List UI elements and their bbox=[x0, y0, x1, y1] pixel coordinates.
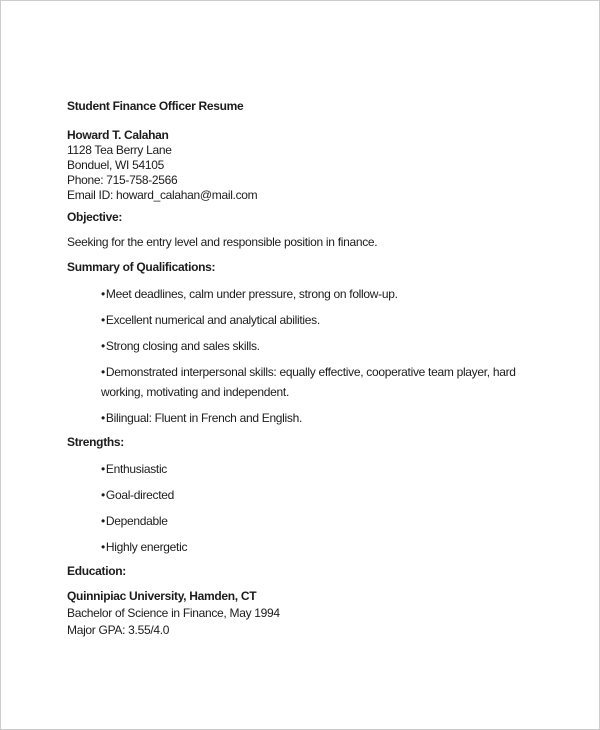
qualification-item bbox=[67, 284, 541, 304]
contact-address-line-2: Bonduel, WI 54105 bbox=[67, 158, 164, 172]
qualification-item-text: Excellent numerical and analytical abilities. bbox=[105, 313, 320, 327]
strength-item-text: Highly energetic bbox=[105, 540, 188, 554]
education-degree: Bachelor of Science in Finance, May 1994 bbox=[67, 606, 280, 620]
education-block bbox=[67, 588, 541, 639]
bullet-marker: • bbox=[101, 339, 105, 353]
bullet-marker: • bbox=[101, 365, 105, 379]
contact-address-line-1: 1128 Tea Berry Lane bbox=[67, 143, 172, 157]
qualification-item bbox=[67, 336, 541, 356]
education-school: Quinnipiac University, Hamden, CT bbox=[67, 589, 257, 603]
contact-block bbox=[67, 128, 541, 203]
document-title: Student Finance Officer Resume bbox=[67, 99, 244, 113]
qualification-item-text: Demonstrated interpersonal skills: equally effective, cooperative team player, hard working, motivating and independent. bbox=[101, 365, 516, 399]
bullet-marker: • bbox=[101, 411, 105, 425]
objective-text: Seeking for the entry level and responsible position in finance. bbox=[67, 235, 378, 249]
strength-item bbox=[67, 459, 541, 479]
contact-email: Email ID: howard_calahan@mail.com bbox=[67, 188, 258, 202]
strength-item-text: Dependable bbox=[105, 514, 168, 528]
section-heading-qualifications: Summary of Qualifications: bbox=[67, 260, 216, 274]
qualification-item-text: Strong closing and sales skills. bbox=[105, 339, 260, 353]
strength-item-text: Enthusiastic bbox=[105, 462, 168, 476]
section-heading-education: Education: bbox=[67, 564, 126, 578]
qualification-item-text: Meet deadlines, calm under pressure, strong on follow-up. bbox=[105, 287, 398, 301]
strength-item bbox=[67, 511, 541, 531]
bullet-marker: • bbox=[101, 287, 105, 301]
contact-name: Howard T. Calahan bbox=[67, 128, 169, 142]
section-heading-objective: Objective: bbox=[67, 210, 123, 224]
contact-phone: Phone: 715-758-2566 bbox=[67, 173, 178, 187]
bullet-marker: • bbox=[101, 540, 105, 554]
qualification-item bbox=[67, 310, 541, 330]
bullet-marker: • bbox=[101, 313, 105, 327]
education-gpa: Major GPA: 3.55/4.0 bbox=[67, 623, 170, 637]
qualification-item bbox=[67, 362, 541, 402]
section-heading-strengths: Strengths: bbox=[67, 435, 125, 449]
bullet-marker: • bbox=[101, 462, 105, 476]
bullet-marker: • bbox=[101, 488, 105, 502]
bullet-marker: • bbox=[101, 514, 105, 528]
strength-item bbox=[67, 537, 541, 557]
qualification-item bbox=[67, 408, 541, 428]
qualification-item-text: Bilingual: Fluent in French and English. bbox=[105, 411, 303, 425]
strength-item bbox=[67, 485, 541, 505]
strength-item-text: Goal-directed bbox=[105, 488, 175, 502]
